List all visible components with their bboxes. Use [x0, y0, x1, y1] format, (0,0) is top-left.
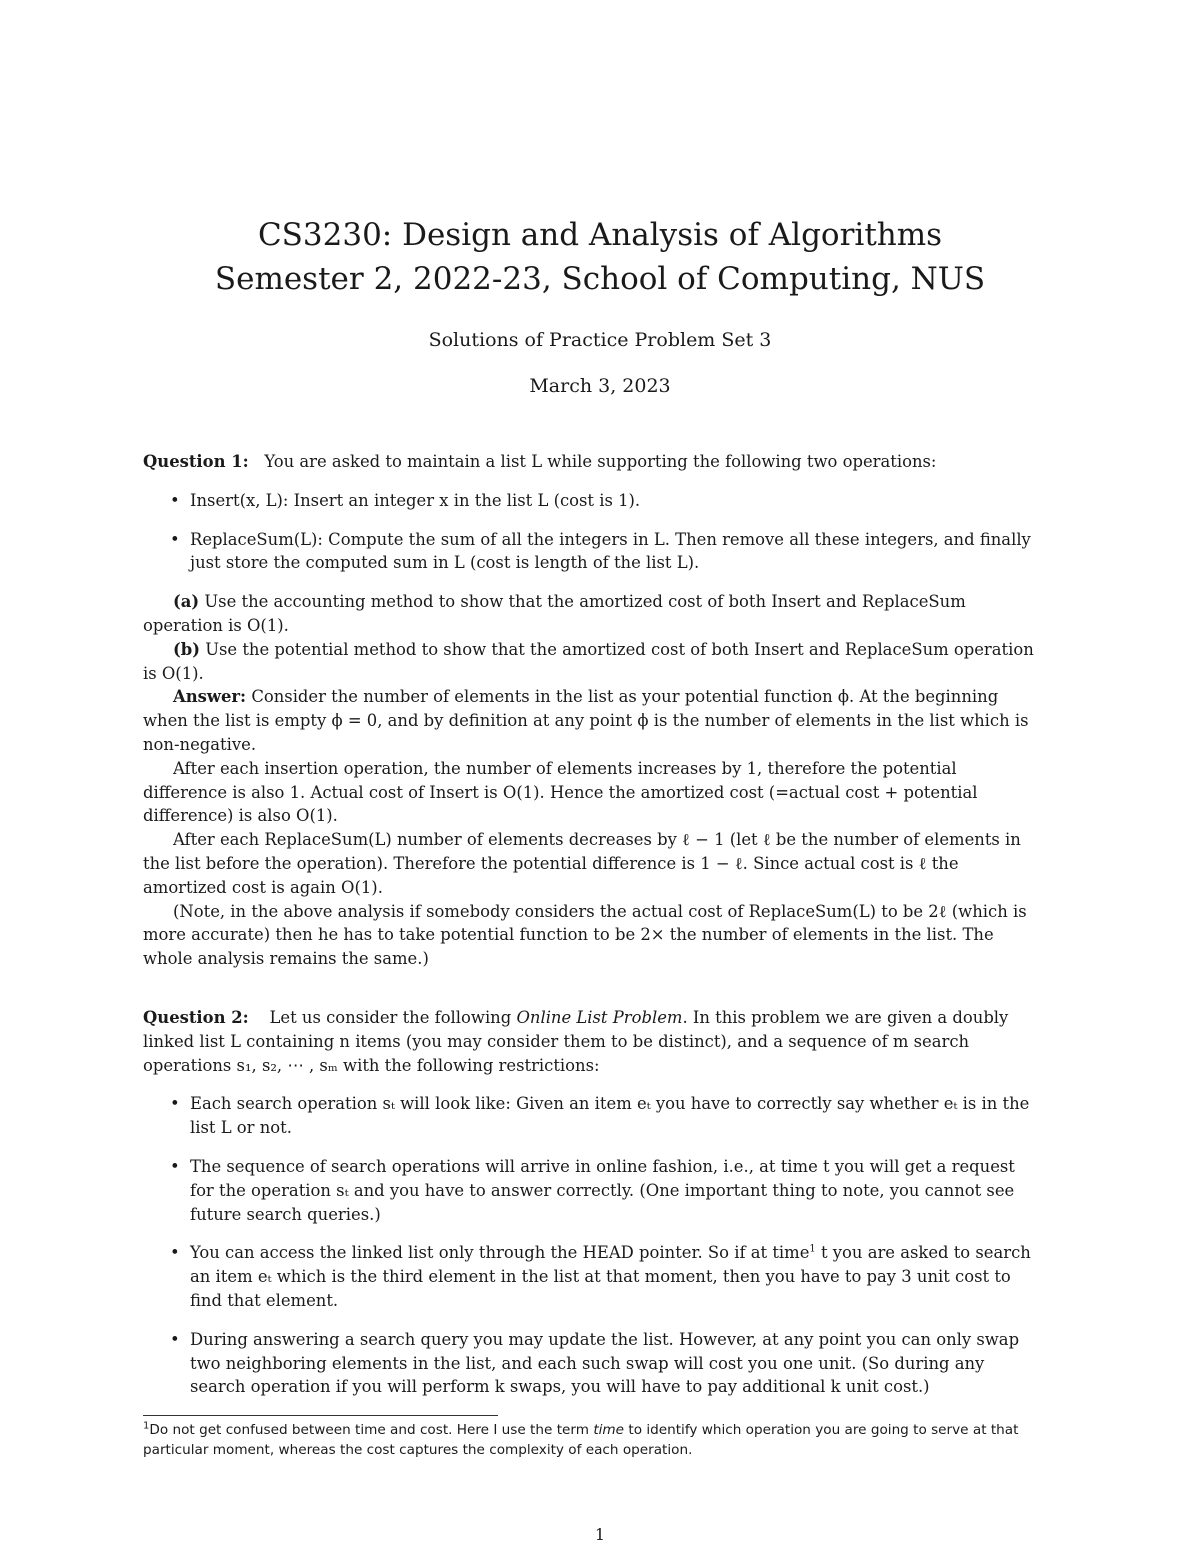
question-1-section: [143, 450, 1036, 971]
q1-part-b: [143, 638, 1036, 686]
footnote-mark: 1: [143, 1420, 150, 1432]
page-number: 1: [594, 1525, 606, 1544]
footnote: [143, 1420, 1036, 1460]
semester-title: Semester 2, 2022-23, School of Computing, NUS: [214, 261, 986, 297]
footnote-post: to identify which operation you are going to serve at that particular moment, whereas the cost captures the complexity of each operation.: [143, 1422, 1019, 1458]
q2-bullet-4: • During answering a search query you may update the list. However, at any point you can only swap two neighboring elements in the list, and each such swap will cost you one unit. (So during any search operation if you will perform k swaps, you will have to pay additional k unit cost.): [143, 1328, 1036, 1399]
footnote-divider: [143, 1415, 498, 1416]
q1-paragraph-4: (Note, in the above analysis if somebody considers the actual cost of ReplaceSum(L) to be 2ℓ (which is more accurate) then he has to take potential function to be 2× the number of elements in the list. The whole analysis remains the same.): [143, 901, 1027, 969]
question-2-intro-post: . In this problem we are given a doubly linked list L containing n items (you may consider them to be distinct), and a sequence of m search operations s₁, s₂, ⋯ , sₘ with the following restrictions:: [143, 1008, 1009, 1075]
question-2-section: [143, 1006, 1036, 1399]
q1-paragraph-2: After each insertion operation, the number of elements increases by 1, therefore the potential difference is also 1. Actual cost of Insert is O(1). Hence the amortized cost (=actual cost + potential difference) is also O(1).: [143, 758, 978, 826]
q2-bullet-2: • The sequence of search operations will arrive in online fashion, i.e., at time t you will get a request for the operation sₜ and you have to answer correctly. (One important thing to note, you cannot see future search queries.): [143, 1155, 1036, 1226]
q2-bullet-3-post: t you are asked to search an item eₜ which is the third element in the list at that moment, then you have to pay 3 unit cost to find that element.: [190, 1243, 1031, 1310]
question-2-intro: [143, 1006, 1036, 1077]
q1-part-b-label: (b): [173, 639, 200, 659]
document-date: March 3, 2023: [529, 375, 671, 397]
question-2-label: Question 2:: [143, 1008, 249, 1027]
q1-answer-label: Answer:: [173, 687, 247, 707]
q1-part-b-text: Use the potential method to show that the amortized cost of both Insert and ReplaceSum operation is O(1).: [143, 639, 1034, 683]
question-1-label: Question 1:: [143, 452, 249, 471]
q1-bullet-insert: • Insert(x, L): Insert an integer x in the list L (cost is 1).: [143, 489, 1036, 513]
question-2-intro-pre: Let us consider the following: [269, 1008, 512, 1027]
q1-part-a-text: Use the accounting method to show that the amortized cost of both Insert and ReplaceSum operation is O(1).: [143, 592, 966, 635]
q2-bullet-1: • Each search operation sₜ will look like: Given an item eₜ you have to correctly say whether eₜ is in the list L or not.: [143, 1092, 1036, 1140]
question-1-intro: [143, 450, 1036, 474]
document-subtitle: Solutions of Practice Problem Set 3: [428, 329, 772, 351]
q2-bullet-3-pre: You can access the linked list only through the HEAD pointer. So if at time: [190, 1243, 810, 1263]
q2-bullet-3: [143, 1241, 1036, 1312]
q1-bullet-replacesum: • ReplaceSum(L): Compute the sum of all the integers in L. Then remove all these integers, and finally just store the computed sum in L (cost is length of the list L).: [143, 528, 1036, 576]
question-1-text: You are asked to maintain a list L while supporting the following two operations:: [264, 452, 937, 471]
course-title: CS3230: Design and Analysis of Algorithms: [257, 217, 943, 253]
q1-answer-text: Consider the number of elements in the list as your potential function ϕ. At the beginning when the list is empty ϕ = 0, and by definition at any point ϕ is the number of elements in the list which is non-negative.: [143, 687, 1029, 754]
question-2-problem-name: Online List Problem: [516, 1008, 683, 1027]
q1-part-a-label: (a): [173, 592, 200, 612]
footnote-pre: Do not get confused between time and cost. Here I use the term: [149, 1422, 589, 1438]
q1-paragraph-3: After each ReplaceSum(L) number of elements decreases by ℓ − 1 (let ℓ be the number of elements in the list before the operation). Therefore the potential difference is 1 − ℓ. Since actual cost is ℓ the amortized cost is again O(1).: [143, 830, 1021, 897]
footnote-ref: 1: [809, 1243, 816, 1255]
footnote-em: time: [593, 1422, 625, 1438]
q1-part-a: [143, 590, 1036, 638]
q1-answer: [143, 685, 1036, 756]
